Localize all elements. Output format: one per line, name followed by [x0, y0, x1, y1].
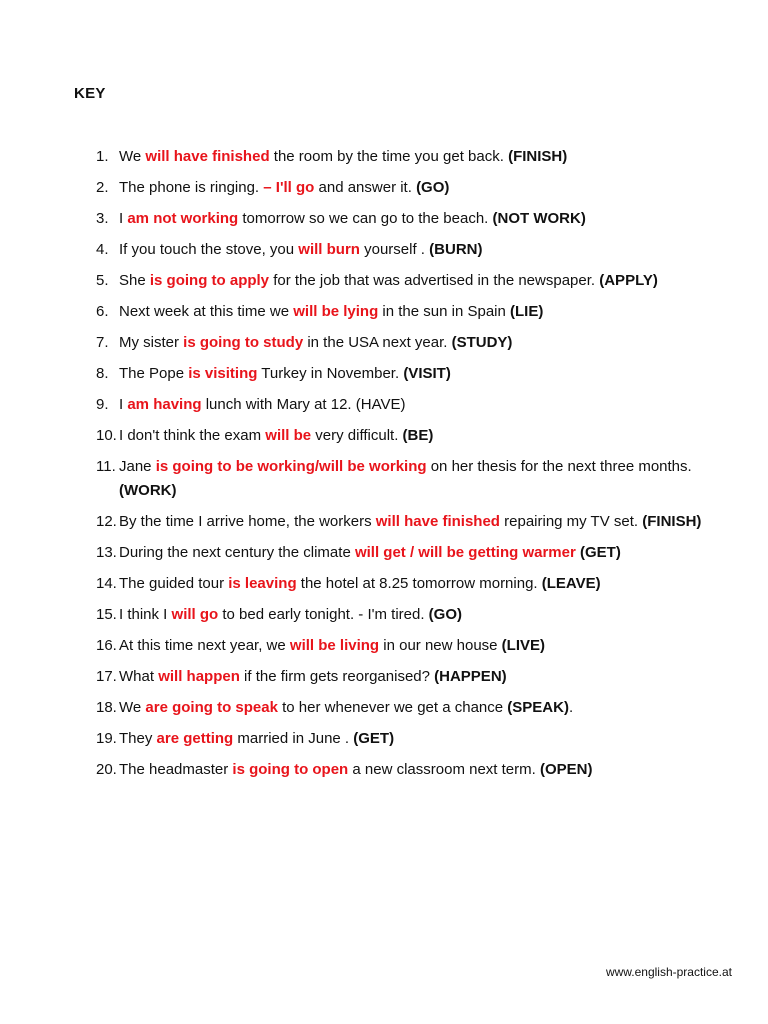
list-item — [96, 424, 746, 448]
item-number: 20. — [96, 761, 117, 778]
item-number: 6. — [96, 303, 109, 320]
verb-hint: (GO) — [416, 179, 450, 196]
list-item — [96, 665, 746, 689]
sentence-text: if the firm gets reorganised? — [239, 668, 435, 685]
item-number: 9. — [96, 396, 109, 413]
list-item — [96, 727, 746, 751]
verb-hint: (GO) — [428, 606, 462, 623]
item-number: 3. — [96, 210, 109, 227]
sentence-text: the hotel at 8.25 tomorrow morning. — [296, 575, 542, 592]
answer-text: is going to study — [183, 334, 304, 351]
verb-hint: (GET) — [580, 544, 621, 561]
footer-website: www.english-practice.at — [605, 965, 732, 979]
answer-text: are going to speak — [145, 699, 278, 716]
sentence-text: very difficult. — [311, 427, 403, 444]
item-number: 1. — [96, 148, 109, 165]
sentence-text: The headmaster — [119, 761, 233, 778]
sentence-text: The Pope — [119, 365, 189, 382]
verb-hint: (VISIT) — [403, 365, 451, 382]
list-item — [96, 572, 746, 596]
sentence-text: in the sun in Spain — [378, 303, 511, 320]
verb-hint: (LEAVE) — [541, 575, 601, 592]
answer-text: will have finished — [375, 513, 500, 530]
list-item — [96, 331, 746, 355]
verb-hint: (WORK) — [119, 482, 177, 499]
sentence-text: I don't think the exam — [119, 427, 266, 444]
sentence-text: and answer it. — [314, 179, 417, 196]
verb-hint: (APPLY) — [599, 272, 658, 289]
sentence-text: During the next century the climate — [119, 544, 355, 561]
page-title: KEY — [74, 85, 106, 102]
verb-hint: (FINISH) — [642, 513, 702, 530]
item-number: 5. — [96, 272, 109, 289]
answer-list — [96, 145, 746, 789]
verb-hint: (FINISH) — [508, 148, 568, 165]
sentence-text: in our new house — [379, 637, 502, 654]
answer-text: will be — [265, 427, 312, 444]
list-item — [96, 238, 746, 262]
list-item — [96, 300, 746, 324]
sentence-text: a new classroom next term. — [348, 761, 540, 778]
sentence-text: The guided tour — [119, 575, 229, 592]
answer-text: will go — [171, 606, 219, 623]
sentence-text: . — [568, 699, 574, 716]
verb-hint: (SPEAK) — [507, 699, 569, 716]
list-item — [96, 393, 746, 417]
sentence-text: repairing my TV set. — [499, 513, 643, 530]
item-number: 12. — [96, 513, 117, 530]
sentence-text: lunch with Mary at 12. (HAVE) — [201, 396, 406, 413]
answer-text: will burn — [298, 241, 360, 258]
answer-text: is going to open — [232, 761, 349, 778]
item-number: 14. — [96, 575, 117, 592]
verb-hint: (GET) — [353, 730, 395, 747]
sentence-text: the room by the time you get back. — [269, 148, 509, 165]
item-number: 16. — [96, 637, 117, 654]
list-item — [96, 362, 746, 386]
answer-text: will get / will be getting warmer — [354, 544, 576, 561]
sentence-text: She — [119, 272, 150, 289]
item-number: 18. — [96, 699, 117, 716]
answer-text: am not working — [127, 210, 239, 227]
sentence-text: married in June . — [233, 730, 354, 747]
sentence-text: to bed early tonight. - I'm tired. — [218, 606, 429, 623]
answer-text: will be lying — [293, 303, 379, 320]
verb-hint: (OPEN) — [539, 761, 593, 778]
list-item — [96, 145, 746, 169]
item-number: 7. — [96, 334, 109, 351]
sentence-text: My sister — [119, 334, 184, 351]
sentence-text: I — [119, 210, 128, 227]
answer-text: will be living — [289, 637, 380, 654]
answer-text: is going to be working/will be working — [155, 458, 427, 475]
item-number: 10. — [96, 427, 117, 444]
answer-text: is going to apply — [149, 272, 270, 289]
sentence-text: The phone is ringing. — [119, 179, 264, 196]
sentence-text: for the job that was advertised in the newspaper. — [269, 272, 600, 289]
list-item — [96, 758, 746, 782]
item-number: 8. — [96, 365, 109, 382]
list-item — [96, 541, 746, 565]
list-item — [96, 696, 746, 720]
answer-text: will happen — [158, 668, 240, 685]
verb-hint: (NOT WORK) — [492, 210, 586, 227]
sentence-text: tomorrow so we can go to the beach. — [238, 210, 493, 227]
list-item — [96, 207, 746, 231]
list-item — [96, 455, 746, 503]
item-number: 11. — [96, 458, 116, 475]
sentence-text: Jane — [119, 458, 156, 475]
verb-hint: (BE) — [402, 427, 434, 444]
item-number: 15. — [96, 606, 117, 623]
sentence-text: At this time next year, we — [119, 637, 290, 654]
item-number: 17. — [96, 668, 117, 685]
item-number: 19. — [96, 730, 117, 747]
sentence-text: If you touch the stove, you — [119, 241, 299, 258]
list-item — [96, 269, 746, 293]
item-number: 2. — [96, 179, 109, 196]
answer-text: is visiting — [188, 365, 258, 382]
list-item — [96, 510, 746, 534]
sentence-text: Turkey in November. — [257, 365, 404, 382]
sentence-text: yourself . — [359, 241, 430, 258]
item-number: 4. — [96, 241, 109, 258]
verb-hint: (STUDY) — [451, 334, 513, 351]
answer-text: is leaving — [228, 575, 297, 592]
verb-hint: (LIE) — [510, 303, 544, 320]
item-number: 13. — [96, 544, 117, 561]
list-item — [96, 603, 746, 627]
sentence-text: on her thesis for the next three months. — [426, 458, 692, 475]
sentence-text: By the time I arrive home, the workers — [119, 513, 376, 530]
sentence-text: We — [119, 148, 146, 165]
verb-hint: (LIVE) — [501, 637, 546, 654]
answer-text: – I'll go — [263, 179, 315, 196]
answer-text: am having — [127, 396, 202, 413]
sentence-text: What — [119, 668, 159, 685]
answer-text: will have finished — [145, 148, 270, 165]
list-item — [96, 634, 746, 658]
sentence-text: They — [119, 730, 157, 747]
verb-hint: (BURN) — [429, 241, 483, 258]
verb-hint: (HAPPEN) — [434, 668, 507, 685]
list-item — [96, 176, 746, 200]
sentence-text: I — [119, 396, 128, 413]
sentence-text: to her whenever we get a chance — [277, 699, 508, 716]
sentence-text: Next week at this time we — [119, 303, 294, 320]
sentence-text: in the USA next year. — [303, 334, 452, 351]
sentence-text: I think I — [119, 606, 172, 623]
answer-text: are getting — [156, 730, 234, 747]
sentence-text: We — [119, 699, 146, 716]
